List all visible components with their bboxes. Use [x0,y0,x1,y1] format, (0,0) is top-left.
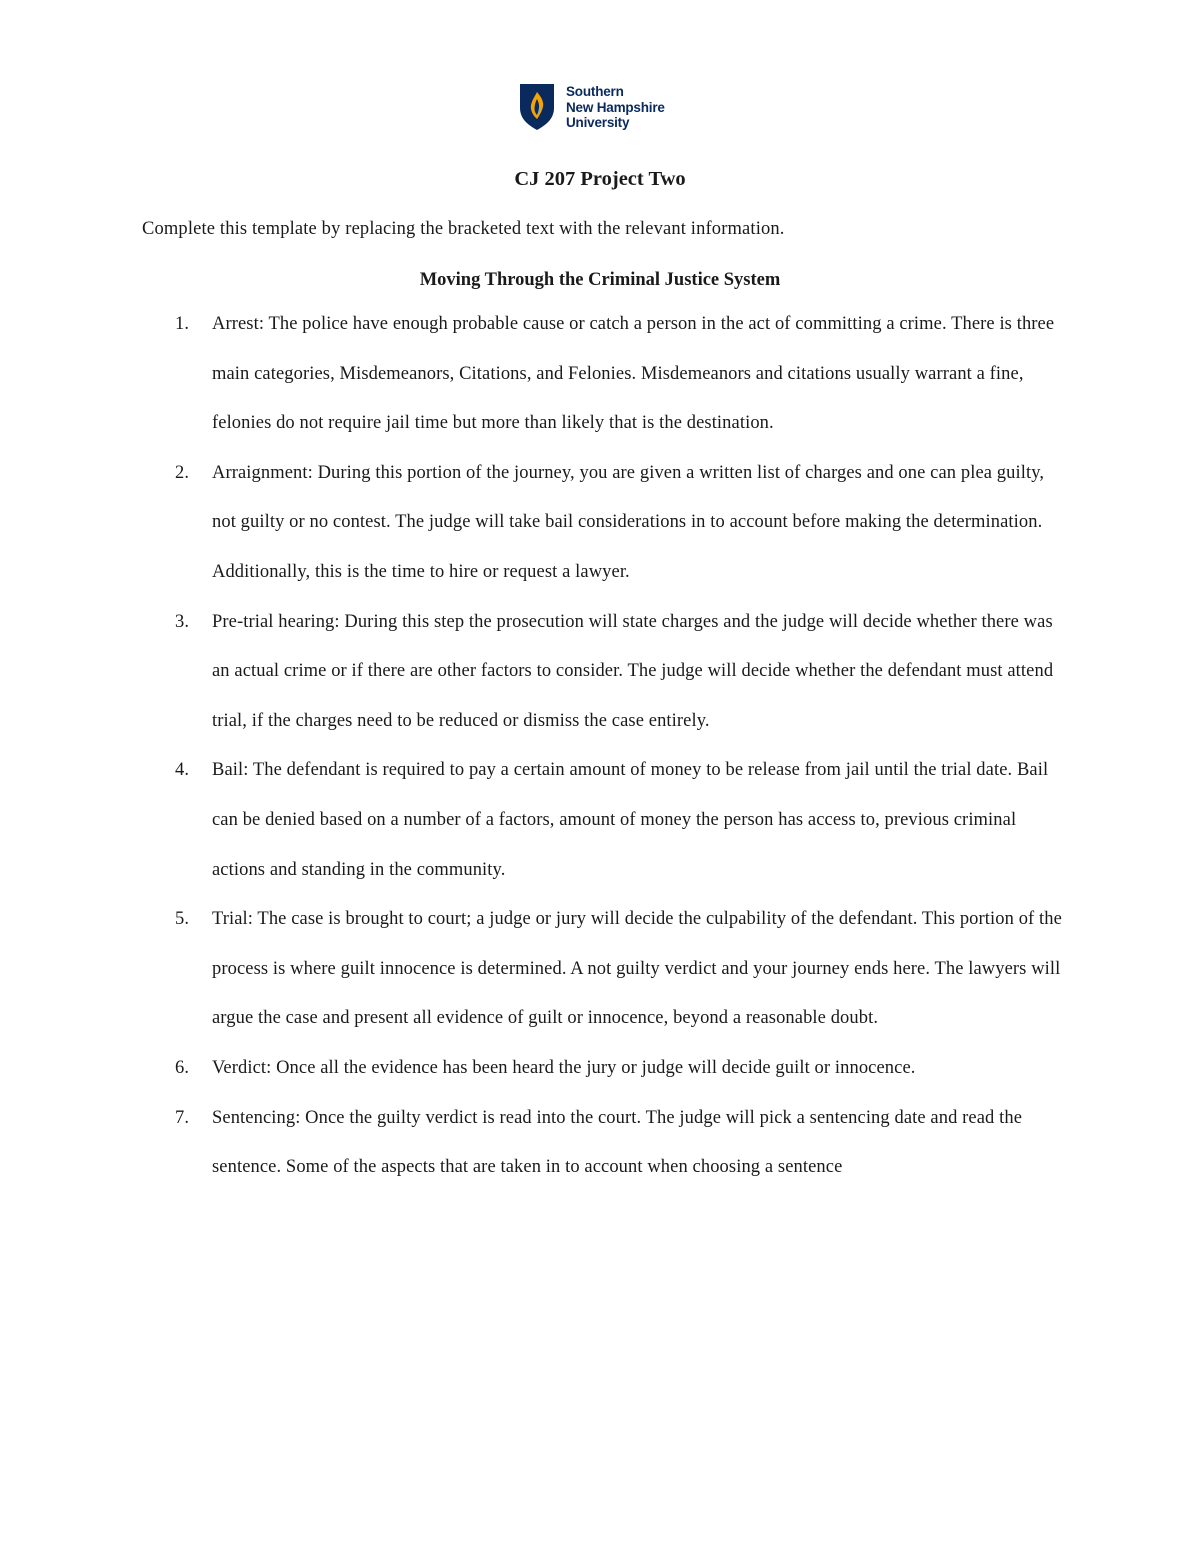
list-item-text: Trial: The case is brought to court; a judge or jury will decide the culpability of the defendant. This portion of the process is where guilt innocence is determined. A not guilty verdict and your journey ends here. The lawyers will argue the case and present all evidence of guilt or innocence, beyond a reasonable doubt. [212,909,1062,1029]
shield-flame-icon [520,84,554,130]
list-number: 5. [175,909,190,930]
logo-line-3: University [566,115,630,130]
list-number: 1. [175,314,190,334]
list-number: 4. [175,760,190,781]
list-number: 6. [175,1057,190,1078]
logo-wordmark [566,84,665,131]
list-number: 7. [175,1107,190,1128]
instruction-text: Complete this template by replacing the bracketed text with the relevant information. [142,219,785,239]
steps-list [142,300,1072,1193]
document-title: CJ 207 Project Two [514,168,686,190]
list-item-text: Bail: The defendant is required to pay a certain amount of money to be release from jail until the trial date. Bail can be denied based on a number of a factors, amount of money the person has access to, previous criminal actions and standing in the community. [212,760,1049,880]
list-item [142,449,1072,598]
list-item [142,895,1072,1044]
list-number: 2. [175,462,190,483]
list-item-text: Sentencing: Once the guilty verdict is read into the court. The judge will pick a sentencing date and read the sentence. Some of the aspects that are taken in to account when choosing a sentence [212,1107,1023,1178]
list-item [142,1044,1072,1094]
university-logo [520,84,690,134]
section-heading: Moving Through the Criminal Justice System [419,270,781,290]
list-item-text: Pre-trial hearing: During this step the prosecution will state charges and the judge will decide whether there was an actual crime or if there are other factors to consider. The judge will decide whether the defendant must attend trial, if the charges need to be reduced or dismiss the case entirely. [212,611,1054,731]
list-item-text: Arraignment: During this portion of the journey, you are given a written list of charges and one can plea guilty, not guilty or no contest. The judge will take bail considerations in to account before making the determination. Additionally, this is the time to hire or request a lawyer. [212,462,1045,582]
list-item [142,300,1072,449]
list-item [142,746,1072,895]
list-item-text: Verdict: Once all the evidence has been heard the jury or judge will decide guilt or innocence. [212,1057,916,1078]
list-item [142,598,1072,747]
list-number: 3. [175,611,190,632]
list-item-text: Arrest: The police have enough probable cause or catch a person in the act of committing a crime. There is three main categories, Misdemeanors, Citations, and Felonies. Misdemeanors and citations usually warrant a fine, felonies do not require jail time but more than likely that is the destination. [212,314,1055,434]
logo-line-1: Southern [566,84,624,99]
logo-line-2: New Hampshire [566,99,665,115]
list-item [142,1094,1072,1193]
